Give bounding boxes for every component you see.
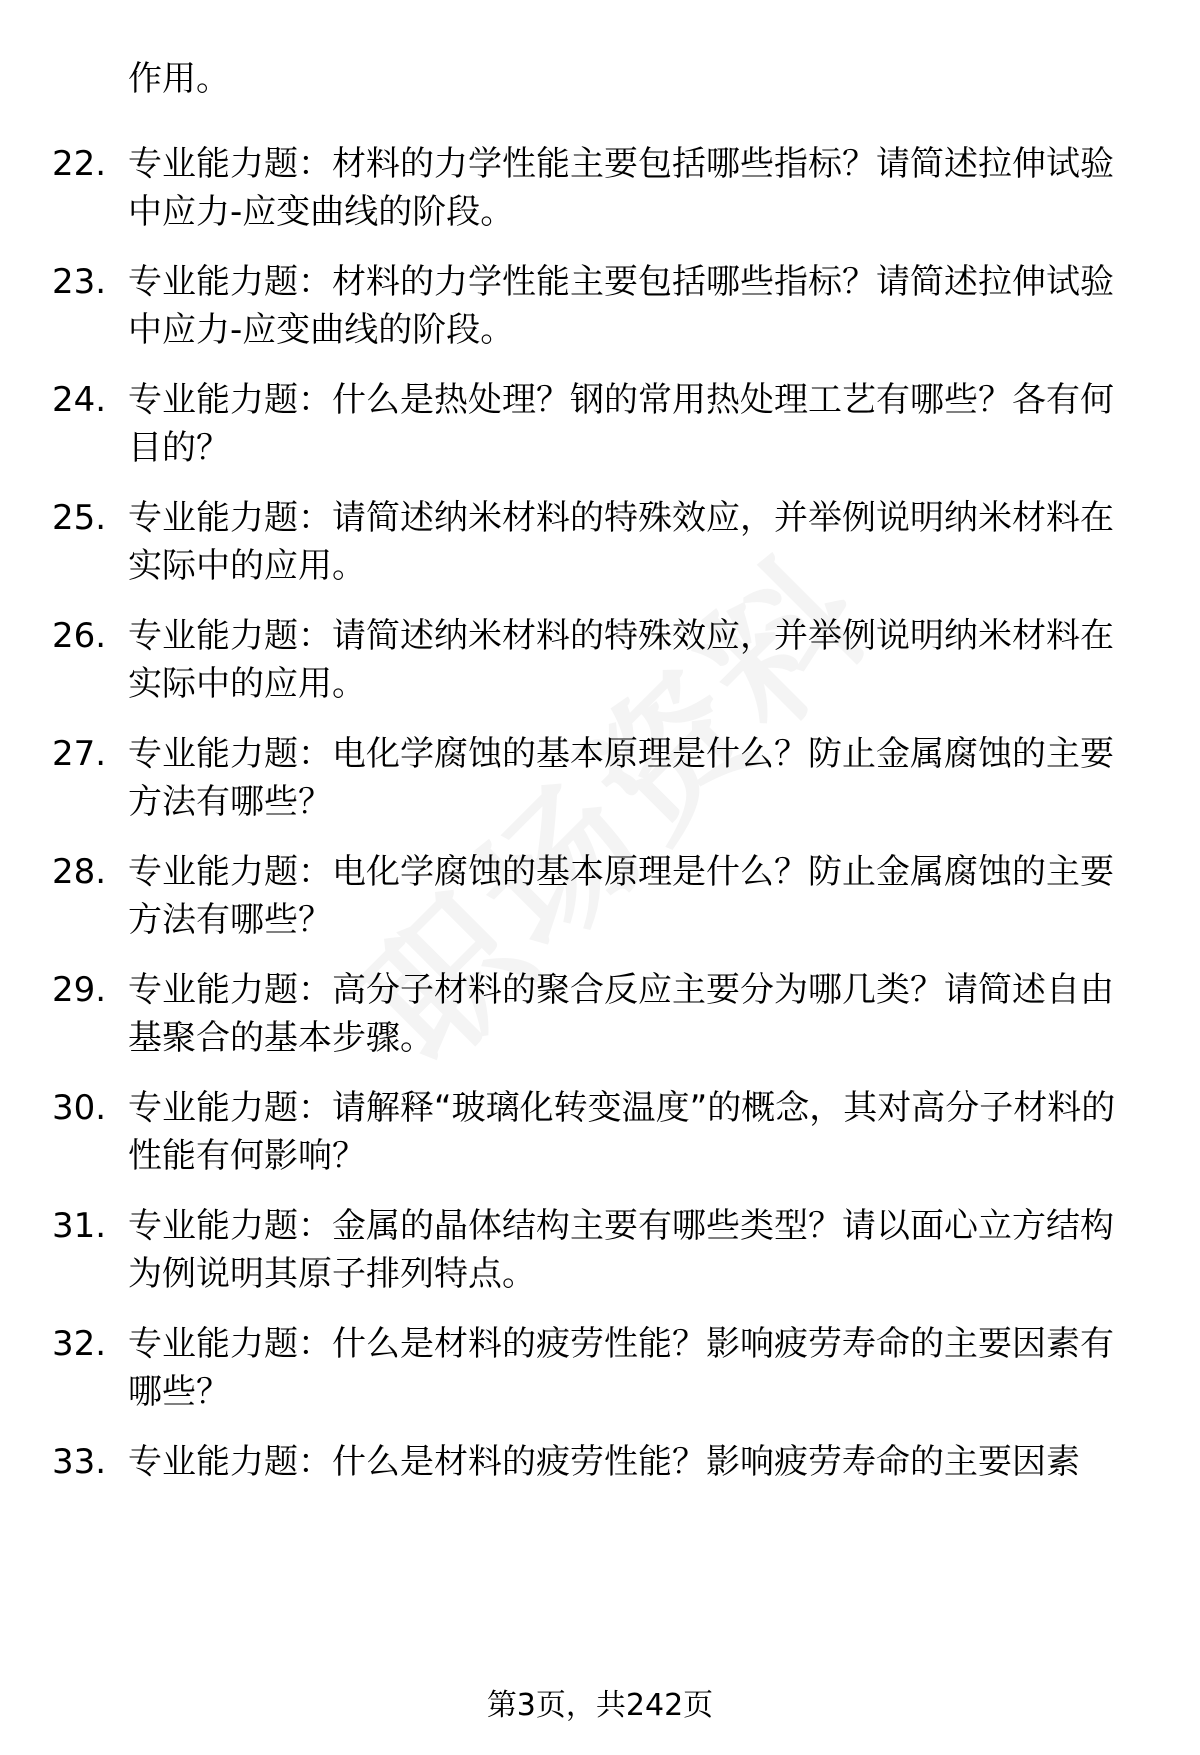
question-text: 专业能力题：请简述纳米材料的特殊效应，并举例说明纳米材料在实际中的应用。 (128, 498, 1114, 586)
continuation-text: 作用。 (128, 59, 230, 99)
question-item (52, 494, 1142, 590)
question-item (52, 140, 1142, 236)
question-text: 专业能力题：电化学腐蚀的基本原理是什么？防止金属腐蚀的主要方法有哪些？ (128, 852, 1114, 940)
question-item (52, 1202, 1142, 1298)
question-item (52, 612, 1142, 708)
question-item (52, 966, 1142, 1062)
question-text: 专业能力题：材料的力学性能主要包括哪些指标？请简述拉伸试验中应力-应变曲线的阶段。 (128, 262, 1114, 350)
question-list (52, 140, 1142, 1508)
question-text: 专业能力题：什么是材料的疲劳性能？影响疲劳寿命的主要因素有哪些？ (128, 1324, 1114, 1412)
question-number: 24. (52, 380, 107, 420)
question-item (52, 1084, 1142, 1180)
question-text: 专业能力题：请解释“玻璃化转变温度”的概念，其对高分子材料的性能有何影响？ (128, 1088, 1116, 1176)
question-text: 专业能力题：请简述纳米材料的特殊效应，并举例说明纳米材料在实际中的应用。 (128, 616, 1114, 704)
question-number: 23. (52, 262, 107, 302)
question-number: 31. (52, 1206, 107, 1246)
question-text: 专业能力题：材料的力学性能主要包括哪些指标？请简述拉伸试验中应力-应变曲线的阶段。 (128, 144, 1114, 232)
question-number: 26. (52, 616, 107, 656)
question-number: 30. (52, 1088, 107, 1128)
question-number: 27. (52, 734, 107, 774)
question-number: 29. (52, 970, 107, 1010)
question-item (52, 376, 1142, 472)
question-item (52, 258, 1142, 354)
question-number: 25. (52, 498, 107, 538)
question-text: 专业能力题：高分子材料的聚合反应主要分为哪几类？请简述自由基聚合的基本步骤。 (128, 970, 1114, 1058)
page-footer: 第3页，共242页 (486, 1688, 714, 1723)
question-text: 专业能力题：什么是热处理？钢的常用热处理工艺有哪些？各有何目的？ (128, 380, 1114, 468)
question-item (52, 848, 1142, 944)
question-number: 32. (52, 1324, 107, 1364)
question-text: 专业能力题：什么是材料的疲劳性能？影响疲劳寿命的主要因素 (128, 1442, 1080, 1482)
question-text: 专业能力题：电化学腐蚀的基本原理是什么？防止金属腐蚀的主要方法有哪些？ (128, 734, 1114, 822)
question-number: 28. (52, 852, 107, 892)
question-item (52, 730, 1142, 826)
question-number: 33. (52, 1442, 107, 1482)
question-text: 专业能力题：金属的晶体结构主要有哪些类型？请以面心立方结构为例说明其原子排列特点。 (128, 1206, 1114, 1294)
question-number: 22. (52, 144, 107, 184)
question-item (52, 1438, 1142, 1486)
question-item (52, 1320, 1142, 1416)
